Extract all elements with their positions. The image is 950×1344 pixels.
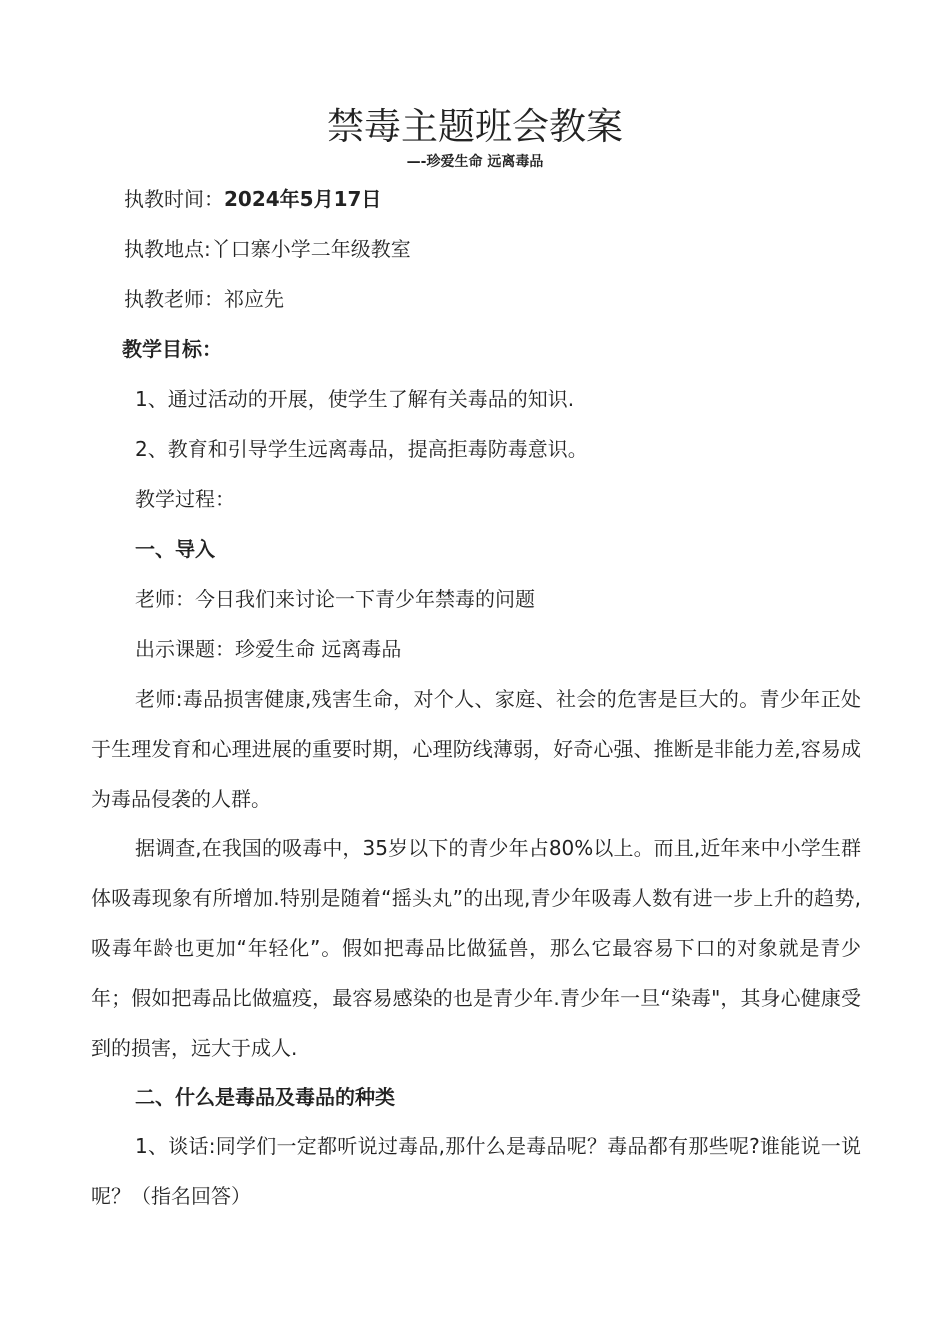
goal-item-1: 1、通过活动的开展，使学生了解有关毒品的知识. [135,387,575,411]
meta-time-label: 执教时间： [124,187,224,211]
meta-time [124,185,381,213]
meta-teacher [124,285,284,313]
meta-teacher-value: 祁应先 [224,287,284,311]
paragraph-teacher-intro: 老师:毒品损害健康,残害生命，对个人、家庭、社会的危害是巨大的。青少年正处于生理发育和心理进展的重要时期，心理防线薄弱，好奇心强、推断是非能力差,容易成为毒品侵袭的人群。 [91,687,861,811]
goal-item-2: 2、教育和引导学生远离毒品，提高拒毒防毒意识。 [135,437,588,461]
meta-place-label: 执教地点: [124,237,211,261]
paragraph-discussion: 1、谈话:同学们一定都听说过毒品,那什么是毒品呢？毒品都有那些呢?谁能说一说呢？（指名回答） [91,1134,861,1208]
meta-place-value: 丫口寨小学二年级教室 [210,237,411,261]
meta-time-value: 2024年5月17日 [224,187,382,211]
document-title: 禁毒主题班会教案 [327,105,623,148]
paragraph-survey: 据调查,在我国的吸毒中，35岁以下的青少年占80%以上。而且,近年来中小学生群体吸毒现象有所增加.特别是随着“摇头丸”的出现,青少年吸毒人数有进一步上升的趋势,吸毒年龄也更加“年轻化”。假如把毒品比做猛兽，那么它最容易下口的对象就是青少年；假如把毒品比做瘟疫，最容易感染的也是青少年.青少年一旦“染毒"，其身心健康受到的损害，远大于成人. [91,836,861,1060]
goals-heading: 教学目标： [122,337,222,361]
section1-line-1: 老师：今日我们来讨论一下青少年禁毒的问题 [135,587,535,611]
section1-line-2: 出示课题：珍爱生命 远离毒品 [135,637,402,661]
meta-teacher-label: 执教老师： [124,287,224,311]
process-heading: 教学过程： [135,487,235,511]
section1-heading: 一、导入 [135,537,215,561]
document-subtitle: —-珍爱生命 远离毒品 [406,154,544,170]
meta-place [124,235,411,263]
section2-heading: 二、什么是毒品及毒品的种类 [135,1085,395,1109]
